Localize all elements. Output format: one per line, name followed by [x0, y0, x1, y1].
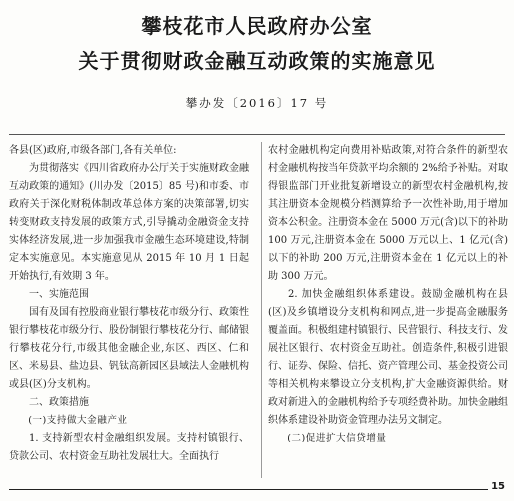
- document-title-line1: 攀枝花市人民政府办公室: [141, 14, 373, 38]
- item2-text: 2. 加快金融组织体系建设。鼓励金融机构在县(区)及乡镇增设分支机构和网点,进一步提高金融服务覆盖面。积极组建村镇银行、民营银行、科技支行、发展社区银行、农村资金互助社。创造条件,积极引进银行、证券、保险、信托、资产管理公司、基金投资公司等相关机构来攀设立分支机构,扩大金融资源供给。财政对新进入的金融机构给予专项经费补助。加快金融组织体系建设补助资金管理办法另文制定。: [268, 289, 508, 426]
- addressee: 各县(区)政府,市级各部门,各有关单位:: [9, 145, 177, 156]
- item1-text: 1. 支持新型农村金融组织发展。支持村镇银行、贷款公司、农村资金互助社发展壮大。全面执行: [9, 433, 249, 462]
- document-title-line2: 关于贯彻财政金融互动政策的实施意见: [78, 49, 436, 73]
- right-column: [268, 142, 508, 442]
- section1-text: 国有及国有控股商业银行攀枝花市级分行、政策性银行攀枝花市级分行、股份制银行攀枝花分行、邮储银行攀枝花分行,市级其他金融企业,东区、西区、仁和区、米易县、盐边县、钒钛高新园区县域法人金融机构或县(区)分支机构。: [9, 307, 249, 390]
- column-divider: [261, 142, 262, 478]
- footer-rule: [9, 489, 505, 490]
- intro-paragraph: 为贯彻落实《四川省政府办公厅关于实施财政金融互动政策的通知》(川办发〔2015〕85 号)和市委、市政府关于深化财税体制改革总体方案的决策部署,切实转变财政支持发展的政策方式,引导撬动金融资金支持实体经济发展,进一步加强我市金融生态环境建设,特制定本实施意见。本实施意见从 2015 年 10 月 1 日起开始执行,有效期 3 年。: [9, 163, 249, 282]
- subsection1-heading: (一)支持做大金融产业: [28, 415, 128, 426]
- left-column: [9, 142, 249, 480]
- page-number: 15: [488, 481, 505, 492]
- document-number: 攀办发〔2016〕17 号: [185, 96, 329, 110]
- section2-heading: 二、政策措施: [29, 397, 89, 408]
- header-rule: [9, 134, 505, 135]
- continuation-paragraph: 农村金融机构定向费用补贴政策,对符合条件的新型农村金融机构按当年贷款平均余额的 2%给予补贴。对取得银监部门开业批复新增设立的新型农村金融机构,按其注册资本金规模分档测算给予一次性补助,用于增加资本公积金。注册资本金在 5000 万元(含)以下的补助 100 万元,注册资本金在 5000 万元以上、1 亿元(含)以下的补助 200 万元,注册资本金在 1 亿元以上的补助 300 万元。: [268, 145, 508, 282]
- section1-heading: 一、实施范围: [29, 289, 89, 300]
- subsection2-heading: (二)促进扩大信贷增量: [287, 433, 387, 442]
